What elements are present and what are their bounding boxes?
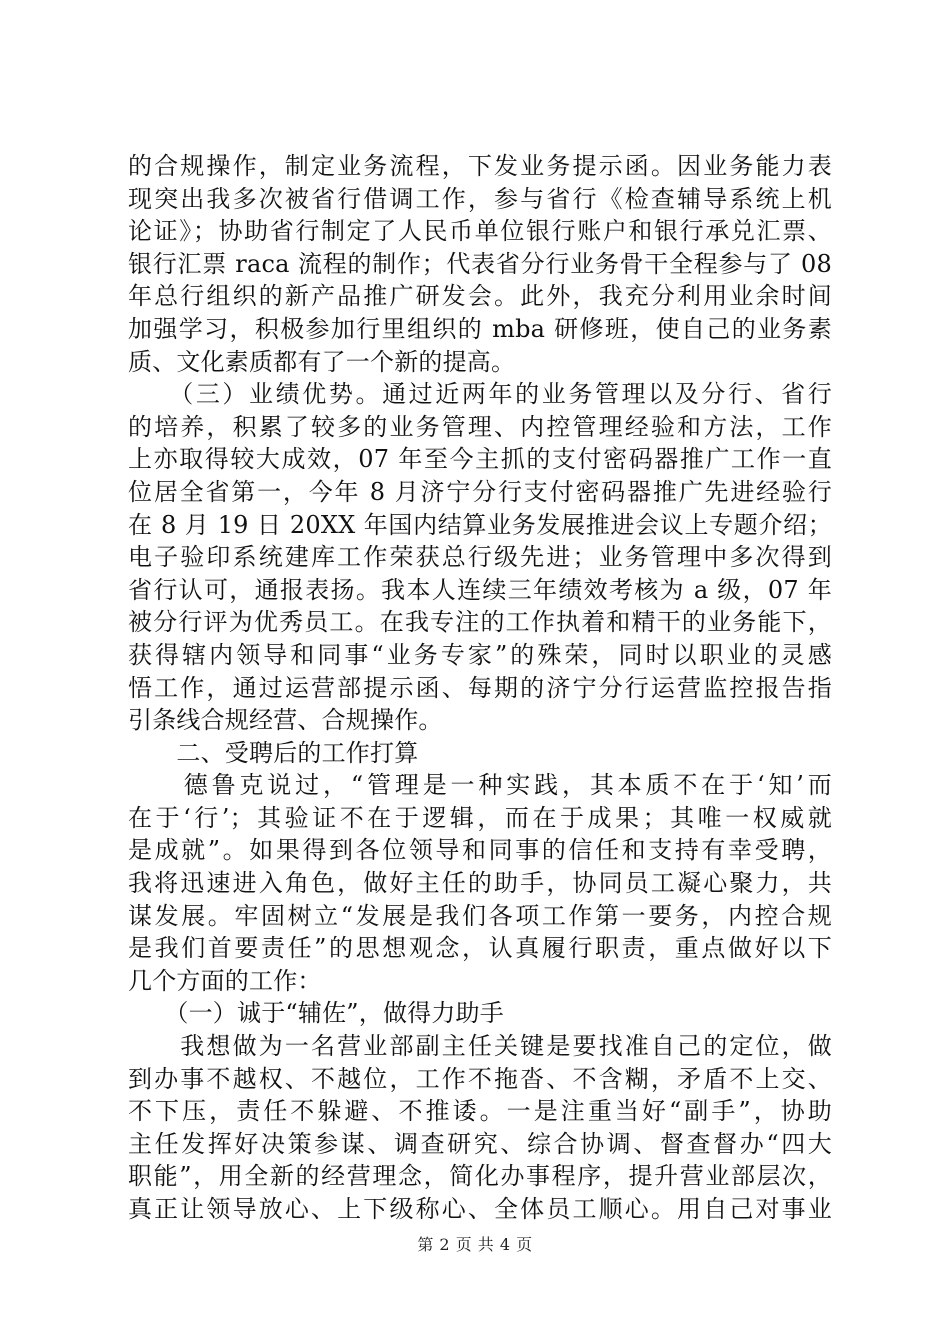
text-line: 我将迅速进入角色，做好主任的助手，协同员工凝心聚力，共 (128, 869, 832, 898)
text-line: （一）诚于“辅佐”，做得力助手 (128, 999, 504, 1028)
text-line: 悟工作，通过运营部提示函、每期的济宁分行运营监控报告指 (128, 673, 832, 702)
text-line: 主任发挥好决策参谋、调查研究、综合协调、督查督办“四大 (128, 1129, 832, 1158)
text-line: 的合规操作，制定业务流程，下发业务提示函。因业务能力表 (128, 152, 832, 180)
text-line: 的培养，积累了较多的业务管理、内控管理经验和方法，工作 (128, 412, 832, 441)
body-text (128, 150, 832, 1226)
text-line: 我想做为一名营业部副主任关键是要找准自己的定位，做 (128, 1032, 832, 1061)
text-line: 上亦取得较大成效，07 年至今主抓的支付密码器推广工作一直 (128, 445, 832, 474)
text-line: 被分行评为优秀员工。在我专注的工作执着和精干的业务能下， (128, 608, 832, 637)
text-line: 位居全省第一，今年 8 月济宁分行支付密码器推广先进经验行 (128, 477, 832, 506)
text-line: 在 8 月 19 日 20XX 年国内结算业务发展推进会议上专题介绍； (128, 510, 832, 539)
text-line: 省行认可，通报表扬。我本人连续三年绩效考核为 a 级，07 年 (128, 575, 832, 604)
text-line: 引条线合规经营、合规操作。 (128, 706, 443, 735)
text-line: 真正让领导放心、上下级称心、全体员工顺心。用自己对事业 (128, 1195, 832, 1223)
text-line: 不下压，责任不躲避、不推诿。一是注重当好“副手”，协助 (128, 1097, 832, 1126)
text-line: 在于‘行’；其验证不在于逻辑，而在于成果；其唯一权威就 (128, 803, 832, 832)
text-line: 加强学习，积极参加行里组织的 mba 研修班，使自己的业务素 (128, 314, 832, 343)
text-line: 电子验印系统建库工作荣获总行级先进；业务管理中多次得到 (128, 543, 832, 572)
text-line: 谋发展。牢固树立“发展是我们各项工作第一要务，内控合规 (128, 901, 832, 930)
text-line: 银行汇票 raca 流程的制作；代表省分行业务骨干全程参与了 08 (128, 249, 832, 278)
text-line: 德鲁克说过，“管理是一种实践，其本质不在于‘知’而 (128, 771, 832, 800)
text-line: 质、文化素质都有了一个新的提高。 (128, 347, 516, 376)
text-line: 论证》；协助省行制定了人民币单位银行账户和银行承兑汇票、 (128, 217, 832, 246)
text-line: 职能”，用全新的经营理念，简化办事程序，提升营业部层次， (128, 1162, 832, 1191)
text-line: 现突出我多次被省行借调工作，参与省行《检查辅导系统上机 (128, 184, 832, 213)
text-line: 是我们首要责任”的思想观念，认真履行职责，重点做好以下 (128, 934, 832, 963)
text-line: 年总行组织的新产品推广研发会。此外，我充分利用业余时间 (128, 282, 832, 311)
text-line: 获得辖内领导和同事“业务专家”的殊荣，同时以职业的灵感 (128, 640, 832, 669)
text-line: 是成就”。如果得到各位领导和同事的信任和支持有幸受聘， (128, 836, 832, 865)
text-line: 二、受聘后的工作打算 (128, 738, 419, 767)
text-line: 到办事不越权、不越位，工作不拖沓、不含糊，矛盾不上交、 (128, 1064, 832, 1093)
page-footer: 第 2 页 共 4 页 (417, 1235, 533, 1254)
text-line: 几个方面的工作： (128, 966, 322, 995)
text-line: （三）业绩优势。通过近两年的业务管理以及分行、省行 (128, 380, 832, 409)
